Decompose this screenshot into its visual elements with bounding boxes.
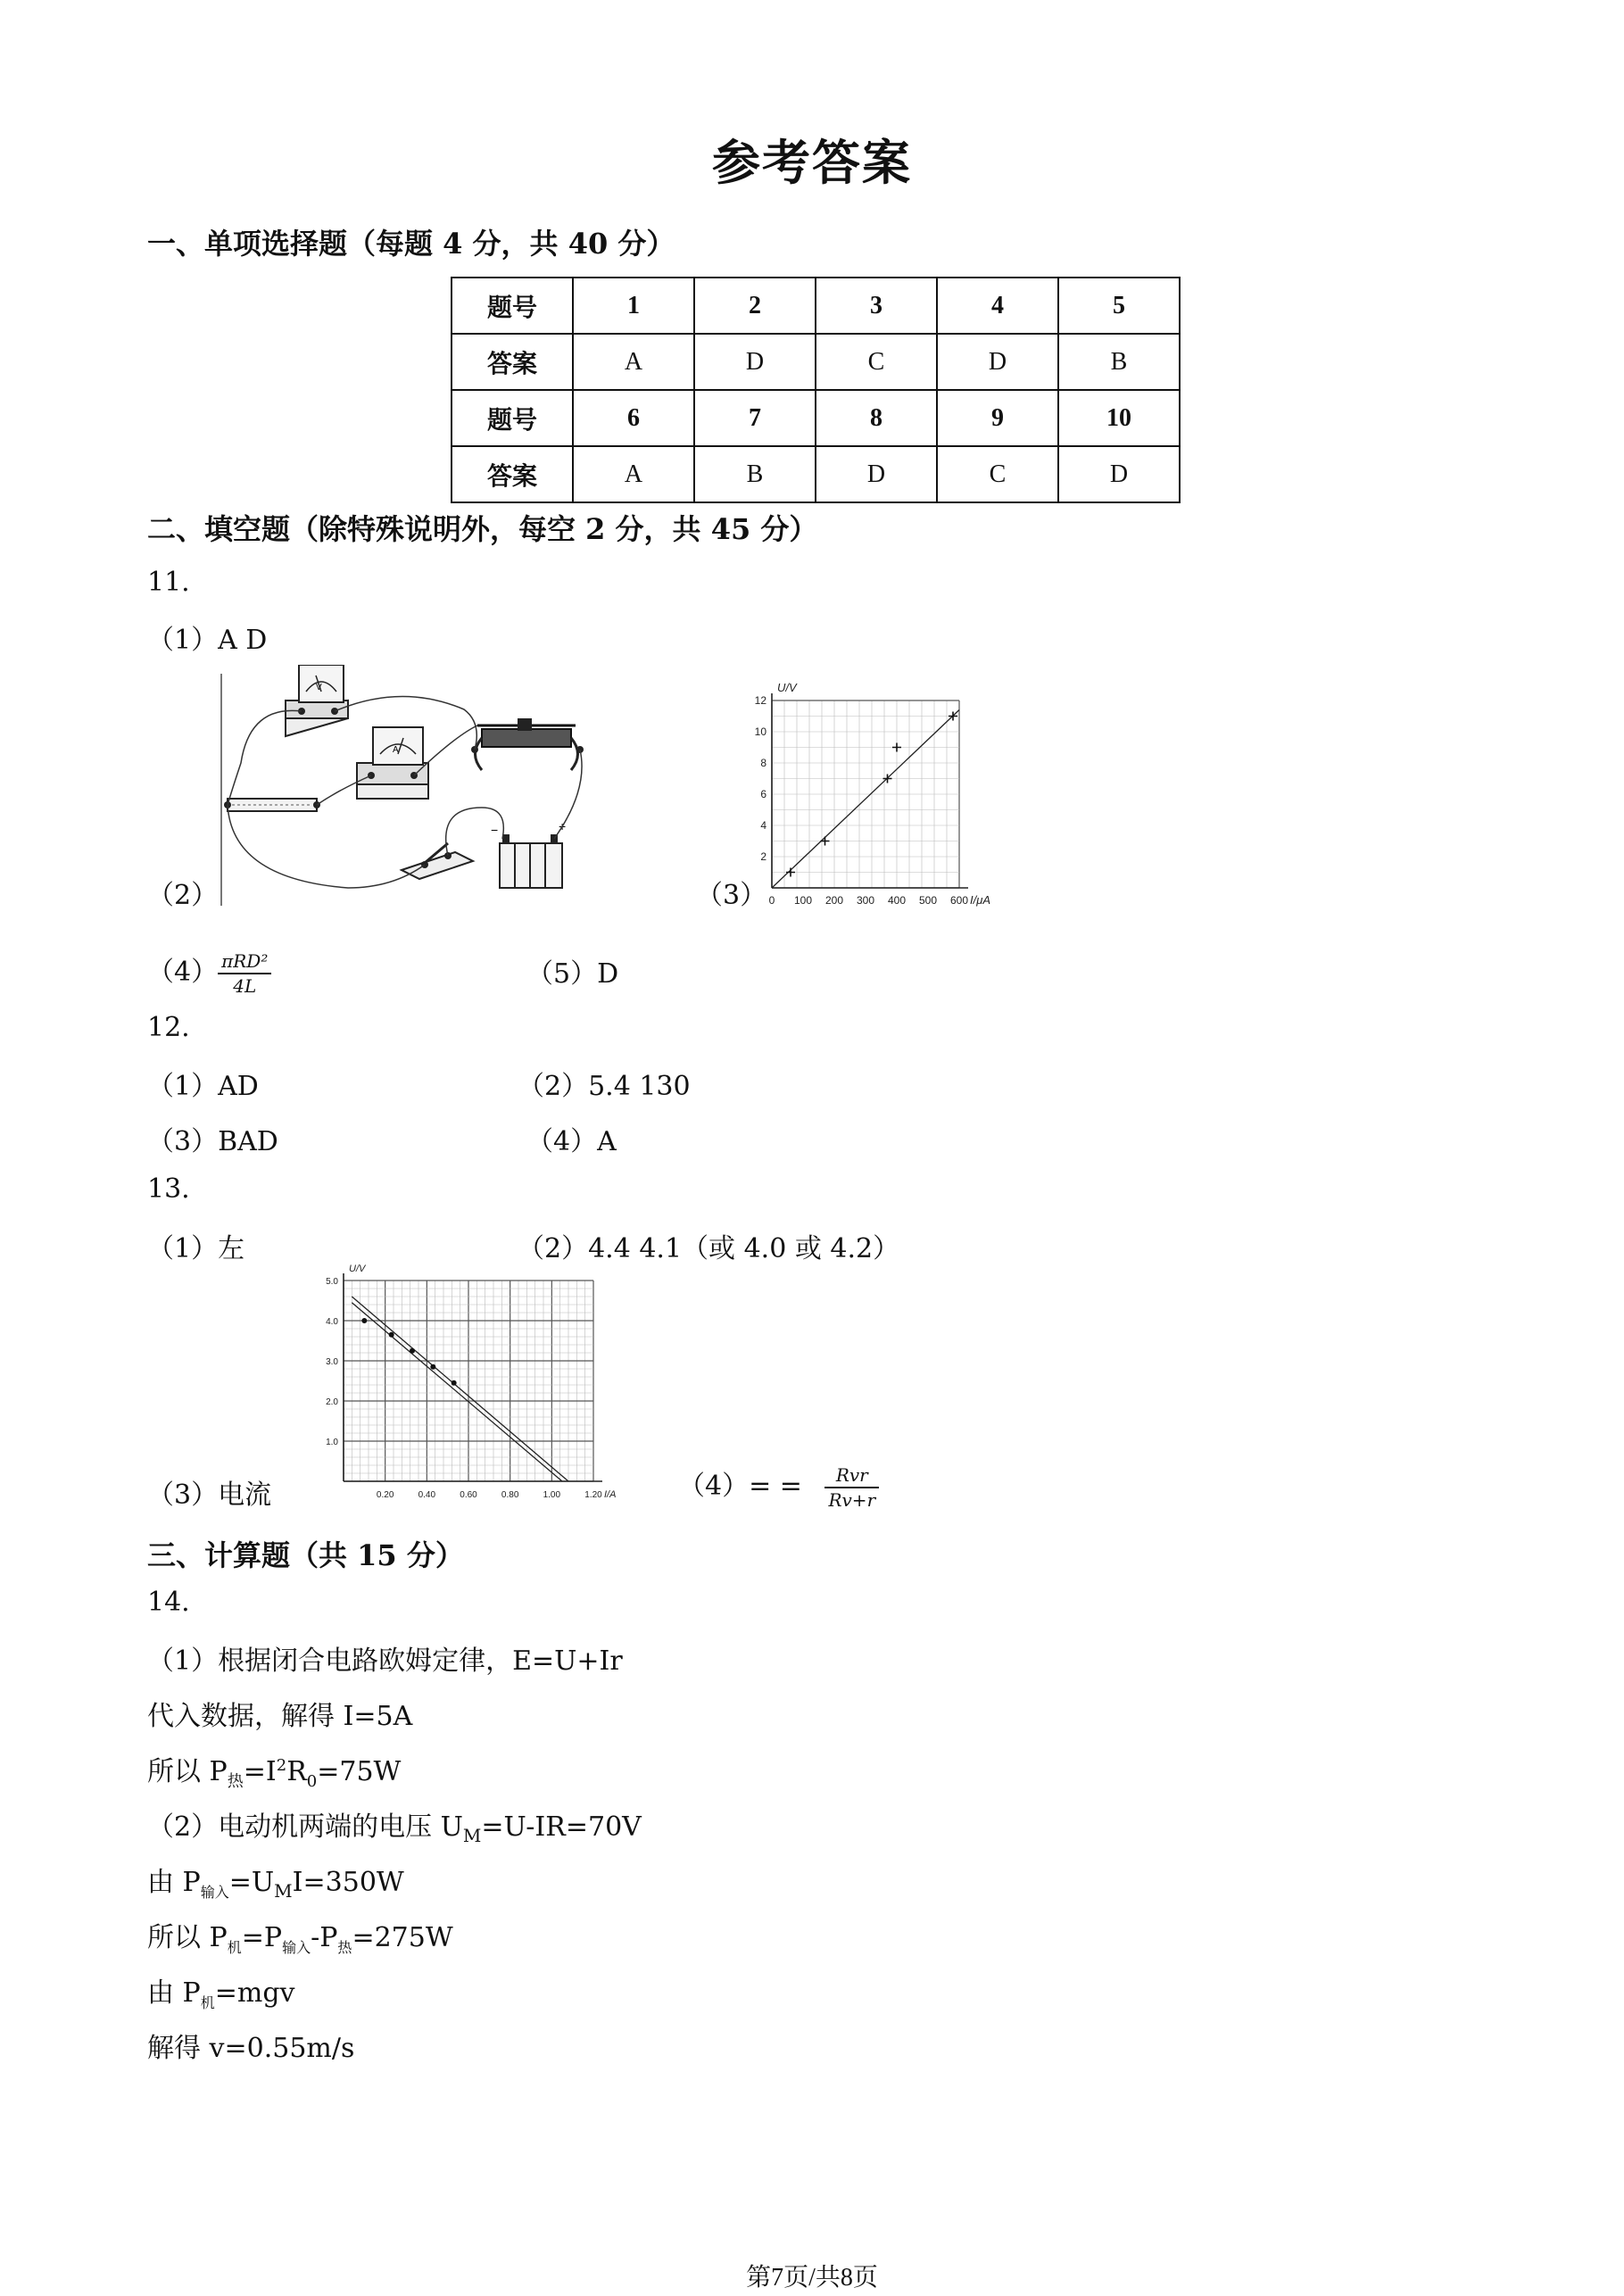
subscript: 热 [337,1939,352,1956]
text: =U-IR=70V [481,1811,642,1843]
x-axis-label: I/μA [970,893,991,907]
svg-text:V: V [316,683,322,692]
question-number: 5 [1058,278,1180,334]
y-tick-label: 4 [760,819,766,832]
q11-part5: （5）D [526,958,619,990]
data-point [410,1348,415,1354]
section1-heading: 一、单项选择题（每题 4 分，共 40 分） [147,227,675,261]
text: =I [243,1756,277,1787]
row-label: 答案 [452,334,573,390]
x-tick-label: 300 [856,894,875,907]
text: =275W [352,1922,453,1953]
answer-cell: B [694,446,816,502]
answer-cell: D [694,334,816,390]
q11-ui-chart [732,669,1026,910]
x-tick-label: 600 [949,894,969,907]
q12-part2: （2）5.4 130 [518,1071,691,1102]
voltmeter-icon [286,665,348,736]
data-point [430,1364,435,1370]
row-label: 答案 [452,446,573,502]
y-tick-label: 2.0 [326,1397,338,1407]
question-number: 9 [937,390,1058,446]
fit-line [352,1303,562,1481]
battery-icon [491,819,566,888]
question-number: 3 [816,278,937,334]
y-tick-label: 1.0 [326,1438,338,1447]
q14-line1: （1）根据闭合电路欧姆定律，E=U+Ir [147,1645,623,1677]
q11-part4-label: （4） [147,957,219,988]
q11-part1: （1）A D [147,625,268,656]
q12-number: 12. [147,1012,190,1043]
y-axis-label: U/V [349,1264,366,1274]
data-point [786,868,795,877]
subscript: 机 [200,1994,215,2011]
y-tick-label: 6 [760,788,766,800]
answer-cell: B [1058,334,1180,390]
y-tick-label: 2 [760,850,766,863]
text: 由 P [147,1977,201,2009]
x-tick-label: 0.60 [460,1490,477,1500]
q13-part4 [678,1463,879,1512]
x-tick-label: 400 [887,894,907,907]
svg-text:A: A [393,745,399,755]
y-tick-label: 4.0 [326,1317,338,1327]
x-tick-label: 200 [824,894,844,907]
subscript: 热 [227,1772,244,1791]
x-tick-label: 0.20 [376,1490,394,1500]
q11-part4-formula [218,949,271,998]
text: =mgv [214,1977,295,2009]
text: I=350W [292,1867,404,1898]
formula-numerator: πRD² [218,949,271,974]
q13-number: 13. [147,1173,190,1205]
x-tick-label: 100 [793,894,813,907]
text: 所以 P [147,1756,228,1787]
row-label: 题号 [452,278,573,334]
q13-part2: （2）4.4 4.1（或 4.0 或 4.2） [518,1233,900,1264]
answer-cell: C [816,334,937,390]
superscript: 2 [276,1756,287,1775]
data-point [361,1318,367,1323]
q11-part4 [147,949,271,998]
q14-line3 [147,1749,401,1792]
data-point [892,743,901,752]
answer-cell: A [573,446,694,502]
answer-cell: A [573,334,694,390]
formula-denominator: Rv+r [828,1489,876,1511]
x-tick-label: 0.80 [501,1490,519,1500]
q14-line6 [147,1915,453,1957]
row-label: 题号 [452,390,573,446]
y-tick-label: 10 [754,725,766,738]
question-number: 2 [694,278,816,334]
formula-numerator: Rvr [824,1463,879,1488]
resistance-wire-icon [224,799,320,811]
q13-part4-formula [824,1463,879,1512]
text: 由 P [147,1867,201,1898]
x-tick-label: 500 [918,894,938,907]
answer-cell: D [1058,446,1180,502]
q14-line2: 代入数据，解得 I=5A [147,1701,413,1732]
question-number: 8 [816,390,937,446]
svg-text:+: + [559,819,567,833]
q14-line4 [147,1804,642,1846]
x-tick-label: 1.20 [584,1490,602,1500]
y-tick-label: 12 [754,694,766,707]
y-tick-label: 8 [760,757,766,769]
q14-line8: 解得 v=0.55m/s [147,2033,355,2064]
q13-ui-chart [308,1254,638,1504]
y-tick-label: 5.0 [326,1277,338,1287]
page-title: 参考答案 [712,134,912,191]
q12-part4: （4）A [526,1126,617,1157]
q14-number: 14. [147,1587,190,1618]
text: 所以 P [147,1922,228,1953]
table-row [452,334,1180,390]
text: =P [241,1922,283,1953]
answer-cell: D [937,334,1058,390]
rheostat-icon [471,718,584,770]
answer-cell: C [937,446,1058,502]
subscript: M [462,1825,482,1846]
q12-part1: （1）AD [147,1071,259,1102]
answer-cell: D [816,446,937,502]
q11-number: 11. [147,567,190,598]
y-tick-label: 3.0 [326,1357,338,1367]
x-tick-label: 0 [768,894,775,907]
data-point [452,1380,457,1386]
text: R [286,1756,307,1787]
text: （2）电动机两端的电压 U [147,1811,463,1843]
x-axis-label: I/A [604,1489,617,1500]
question-number: 6 [573,390,694,446]
text: -P [311,1922,338,1953]
text: =75W [317,1756,402,1787]
data-point [389,1332,394,1338]
x-tick-label: 1.00 [543,1490,561,1500]
svg-text:−: − [491,823,499,837]
question-number: 1 [573,278,694,334]
question-number: 4 [937,278,1058,334]
question-number: 7 [694,390,816,446]
q11-part3-label: （3） [696,880,767,911]
ammeter-icon [357,727,428,799]
subscript: 0 [306,1772,318,1791]
q11-part2-label: （2） [147,880,219,911]
table-row [452,390,1180,446]
page-number: 第7页/共8页 [746,2264,878,2292]
table-row [452,278,1180,334]
subscript: 输入 [282,1939,311,1956]
section3-heading: 三、计算题（共 15 分） [147,1538,464,1572]
y-axis-label: U/V [777,681,797,694]
text: =U [228,1867,275,1898]
q13-part4-label: （4）= = [678,1471,802,1502]
section2-heading: 二、填空题（除特殊说明外，每空 2 分，共 45 分） [147,512,818,546]
q12-part3: （3）BAD [147,1126,278,1157]
subscript: 输入 [200,1884,229,1901]
q13-part3-label: （3）电流 [147,1480,272,1511]
switch-icon [402,843,473,879]
subscript: 机 [227,1939,242,1956]
circuit-diagram [214,665,660,906]
answer-table [451,277,1181,503]
q13-part1: （1）左 [147,1233,245,1264]
formula-denominator: 4L [233,975,257,997]
table-row [452,446,1180,502]
fit-line [772,710,959,889]
q14-line5 [147,1860,404,1902]
question-number: 10 [1058,390,1180,446]
subscript: M [274,1880,293,1902]
q14-line7 [147,1970,295,2012]
x-tick-label: 0.40 [418,1490,436,1500]
